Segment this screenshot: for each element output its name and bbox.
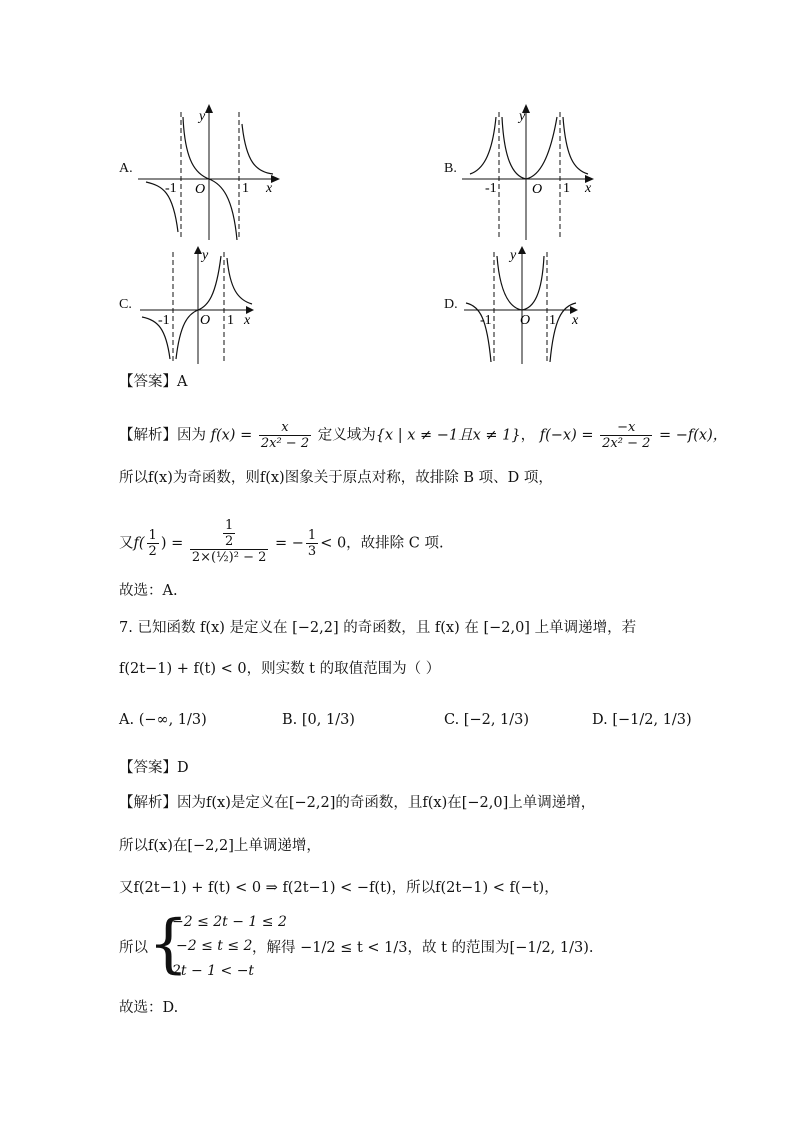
x-axis-label: x <box>266 181 273 196</box>
analysis-label: 【解析】 <box>119 427 177 444</box>
q7-analysis-line-3: 又f(2t−1) + f(t) < 0 ⇒ f(2t−1) < −f(t)，所以f(2t−1) < f(−t)， <box>119 880 559 896</box>
neg-tick-label: -1 <box>480 313 492 328</box>
fraction <box>147 528 159 559</box>
system-eq-3: 2t − 1 < −t <box>172 963 255 979</box>
denominator: 2 <box>224 534 234 549</box>
graph-option-b <box>462 102 612 242</box>
q7-analysis-line-5: 故选：D. <box>119 1000 179 1016</box>
text: ) = <box>160 535 184 552</box>
numerator: −x <box>600 420 652 436</box>
fraction <box>259 420 311 451</box>
denominator: 2x² − 2 <box>602 436 651 451</box>
q7-answer <box>119 758 189 778</box>
q7-analysis-line-2: 所以f(x)在[−2,2]上单调递增， <box>119 838 321 854</box>
graph-option-d <box>462 244 592 366</box>
pos-tick-label: 1 <box>242 181 249 196</box>
text: 定义域为 <box>317 427 376 444</box>
q6-analysis-line-3 <box>119 520 444 567</box>
pos-tick-label: 1 <box>227 313 234 328</box>
text: < 0，故排除 C 项. <box>320 535 444 552</box>
neg-tick-label: -1 <box>158 313 170 328</box>
x-axis-label: x <box>585 181 592 196</box>
numerator <box>190 518 269 549</box>
option-label: D. <box>592 712 608 728</box>
q7-option-a <box>119 710 207 730</box>
option-value: [−2, 1/3) <box>463 712 530 728</box>
origin-label: O <box>195 182 206 197</box>
analysis-label: 【解析】 <box>119 795 177 811</box>
q7-analysis-line-4-prefix: 所以 <box>119 940 148 956</box>
system-eq-2: −2 ≤ t ≤ 2 <box>176 938 253 954</box>
option-a-label: A. <box>119 161 133 176</box>
fraction <box>600 420 652 451</box>
q7-stem-line-1: 7. 已知函数 f(x) 是定义在 [−2,2] 的奇函数，且 f(x) 在 [−2,0] 上单调递增，若 <box>119 620 637 636</box>
q7-option-b <box>282 710 355 730</box>
formula: f( <box>133 535 145 552</box>
option-label: A. <box>119 712 135 728</box>
fraction <box>306 528 318 559</box>
option-label: C. <box>444 712 460 728</box>
numerator: x <box>259 420 311 436</box>
formula: {x | x ≠ −1且x ≠ 1} <box>375 427 521 444</box>
text: ， <box>520 427 536 444</box>
q7-option-d <box>592 710 692 730</box>
formula: = −f(x)， <box>659 427 728 444</box>
origin-label: O <box>532 182 543 197</box>
answer-value: A <box>177 374 188 390</box>
formula: f(x) = <box>210 427 253 444</box>
option-label: B. <box>282 712 298 728</box>
answer-label: 【答案】 <box>119 760 177 776</box>
option-value: [0, 1/3) <box>301 712 355 728</box>
text: 因为f(x)是定义在[−2,2]的奇函数，且f(x)在[−2,0]上单调递增， <box>177 795 596 811</box>
answer-value: D <box>177 760 189 776</box>
denominator: 3 <box>307 544 317 559</box>
pos-tick-label: 1 <box>549 313 556 328</box>
q7-analysis-line-4-tail: ，解得 −1/2 ≤ t < 1/3，故 t 的范围为[−1/2, 1/3). <box>252 940 594 956</box>
denominator: 2 <box>148 544 157 559</box>
y-axis-label: y <box>510 248 517 263</box>
x-axis-label: x <box>572 313 579 328</box>
formula: f(−x) = <box>539 427 594 444</box>
q7-stem-line-2: f(2t−1) + f(t) < 0，则实数 t 的取值范围为（ ） <box>119 661 441 677</box>
y-axis-label: y <box>199 109 206 124</box>
option-d-label: D. <box>444 297 458 312</box>
neg-tick-label: -1 <box>485 181 497 196</box>
text: = − <box>275 535 304 552</box>
fraction <box>223 518 235 549</box>
graph-option-c <box>138 244 268 366</box>
origin-label: O <box>200 313 211 328</box>
option-c-label: C. <box>119 297 132 312</box>
q7-analysis-line-1 <box>119 793 595 813</box>
system-eq-1: −2 ≤ 2t − 1 ≤ 2 <box>172 914 287 930</box>
denominator: 2×(½)² − 2 <box>191 550 267 565</box>
q7-option-c <box>444 710 529 730</box>
text: 因为 <box>177 427 206 444</box>
denominator: 2x² − 2 <box>260 436 310 451</box>
neg-tick-label: -1 <box>165 181 177 196</box>
text: 又 <box>119 535 134 552</box>
q6-analysis-line-1 <box>119 420 727 451</box>
q6-analysis-line-2: 所以f(x)为奇函数，则f(x)图象关于原点对称，故排除 B 项、D 项， <box>119 470 553 486</box>
system-brace: { <box>148 907 189 981</box>
y-axis-label: y <box>202 248 209 263</box>
option-b-label: B. <box>444 161 457 176</box>
q6-answer <box>119 372 187 392</box>
numerator: 1 <box>307 528 317 543</box>
q6-analysis-line-4: 故选：A. <box>119 583 178 599</box>
option-value: (−∞, 1/3) <box>138 712 207 728</box>
origin-label: O <box>520 313 531 328</box>
pos-tick-label: 1 <box>563 181 570 196</box>
y-axis-label: y <box>519 109 526 124</box>
numerator: 1 <box>224 518 234 533</box>
compound-fraction <box>190 518 269 565</box>
graph-option-a <box>138 102 288 242</box>
answer-label: 【答案】 <box>119 374 177 390</box>
numerator: 1 <box>148 528 157 543</box>
option-value: [−1/2, 1/3) <box>612 712 692 728</box>
x-axis-label: x <box>244 313 251 328</box>
